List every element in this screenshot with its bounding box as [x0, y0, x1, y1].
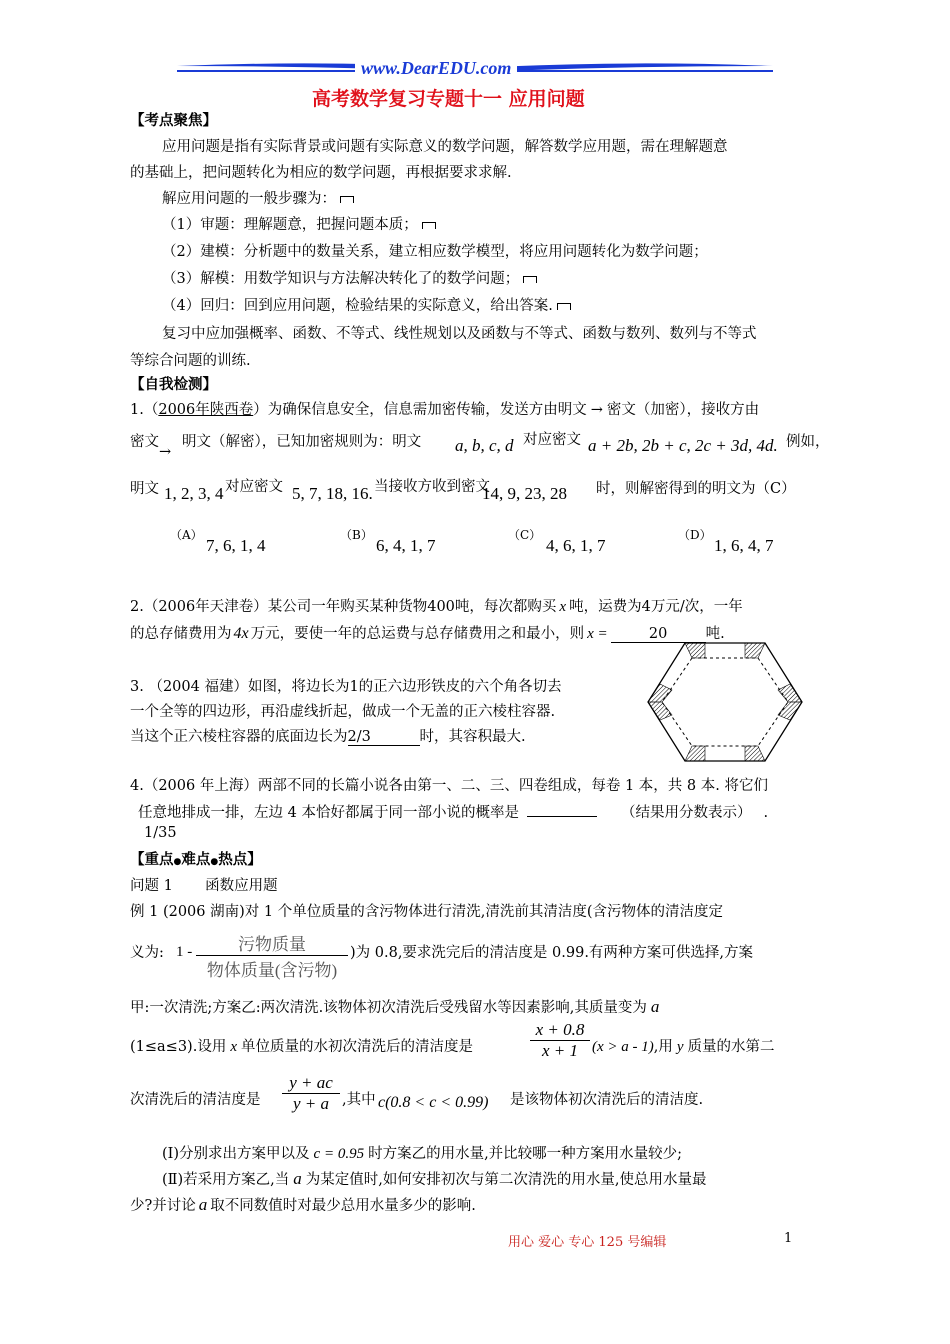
q1-line-2-b: 明文（解密），已知加密规则为：明文	[182, 434, 422, 450]
q1-line-2-d: 例如，	[786, 434, 830, 450]
q1-line-2-a: 密文→	[130, 434, 172, 460]
q1-cipher-expr: a + 2b, 2b + c, 2c + 3d, 4d.	[588, 436, 778, 455]
q1-option-a-value: 7, 6, 1, 4	[206, 536, 266, 555]
q1-line-3-b: 对应密文	[225, 479, 283, 495]
q1-line-1: 1.（2006年陕西卷）为确保信息安全，信息需加密传输，发送方由明文 → 密文（加密），接收方由	[130, 402, 760, 418]
arrow-icon: →	[590, 402, 603, 418]
part-1: (Ⅰ)分别求出方案甲以及 c = 0.95 时方案乙的用水量,并比较哪一种方案用水量较少;	[162, 1146, 683, 1162]
fraction-2	[530, 1020, 590, 1061]
q2-line-1: 2.（2006年天津卷）某公司一年购买某种货物400吨，每次都购买 x 吨，运费为4万元/次，一年	[130, 599, 743, 615]
q1-plain-vars: a, b, c, d	[455, 436, 514, 455]
focus-paragraph-3-line-1: 复习中应加强概率、函数、不等式、线性规划以及函数与不等式、函数与数列、数列与不等式	[162, 326, 757, 342]
section-heading-selftest: 【自我检测】	[130, 376, 217, 393]
q1-line-3-c: 当接收方收到密文	[374, 479, 490, 495]
example-1-line-5-a: 次清洗后的清洁度是	[130, 1092, 261, 1108]
fraction-3	[282, 1073, 340, 1114]
q1-option-c-label: （C）	[508, 528, 542, 542]
hexagon-figure	[645, 640, 805, 765]
q4-line-2: 任意地排成一排，左边 4 本恰好都属于同一部小说的概率是 （结果用分数表示） .	[138, 805, 769, 821]
q3-line-2: 一个全等的四边形，再沿虚线折起，做成一个无盖的正六棱柱容器.	[130, 704, 556, 720]
q1-option-c-value: 4, 6, 1, 7	[546, 536, 606, 555]
part-2-line-2: 少?并讨论 a 取不同数值时对最少总用水量多少的影响.	[130, 1195, 476, 1214]
section-heading-hotspots: 【重点●难点●热点】	[130, 851, 262, 868]
q3-line-1: 3. （2004 福建）如图，将边长为1的正六边形铁皮的六个角各切去	[130, 679, 562, 695]
example-1-line-4-b: (x > a - 1),用 y 质量的水第二	[592, 1039, 775, 1055]
fraction-1	[196, 930, 348, 981]
q1-source: 2006年陕西卷	[158, 402, 254, 418]
focus-paragraph-1-line-1: 应用问题是指有实际背景或问题有实际意义的数学问题，解答数学应用题，需在理解题意	[162, 139, 728, 155]
q1-line-2-c: 对应密文	[523, 432, 581, 448]
q1-option-b-value: 6, 4, 1, 7	[376, 536, 436, 555]
example-1-line-2-b: )为 0.8,要求洗完后的清洁度是 0.99.有两种方案可供选择,方案	[350, 945, 754, 961]
fraction-1-numerator: 污物质量	[196, 930, 348, 956]
fraction-1-prefix: 1 -	[176, 944, 193, 960]
fraction-2-denominator: x + 1	[541, 1041, 579, 1060]
fraction-2-numerator: x + 0.8	[530, 1020, 590, 1041]
fraction-3-numerator: y + ac	[282, 1073, 340, 1094]
page-title: 高考数学复习专题十一 应用问题	[312, 88, 585, 110]
focus-step-3: （3）解模：用数学知识与方法解决转化了的数学问题；	[162, 267, 537, 288]
part-2-line-1: (Ⅱ)若采用方案乙,当 a 为某定值时,如何安排初次与第二次清洗的用水量,使总用水量最	[162, 1169, 707, 1188]
q2-line-2: 的总存储费用为 4x 万元，要使一年的总运费与总存储费用之和最小，则 x = 20 吨.	[130, 625, 725, 642]
fraction-1-denominator: 物体质量(含污物)	[206, 961, 338, 980]
q1-received-cipher: 14, 9, 23, 28	[482, 484, 567, 503]
q1-option-d-label: （D）	[678, 528, 712, 542]
q3-line-3: 当这个正六棱柱容器的底面边长为2/3 时，其容积最大.	[130, 729, 526, 745]
example-1-line-5-b: ,其中	[342, 1092, 376, 1108]
q3-answer: 2/3	[348, 729, 420, 746]
example-1-line-2-a: 义为:	[130, 945, 164, 961]
page-number: 1	[784, 1231, 793, 1246]
example-1-line-4-a: (1≤a≤3).设用 x 单位质量的水初次清洗后的清洁度是	[130, 1039, 473, 1055]
focus-paragraph-3-line-2: 等综合问题的训练.	[130, 353, 251, 369]
problem-1-title: 问题 1 函数应用题	[130, 878, 278, 894]
section-heading-focus: 【考点聚焦】	[130, 112, 217, 129]
q1-line-3-a: 明文	[130, 481, 159, 497]
q1-option-d-value: 1, 6, 4, 7	[714, 536, 774, 555]
focus-step-4: （4）回归：回到应用问题，检验结果的实际意义，给出答案.	[162, 294, 571, 315]
focus-step-1: （1）审题：理解题意，把握问题本质；	[162, 213, 436, 234]
fraction-3-denominator: y + a	[292, 1094, 330, 1113]
q1-example-plain: 1, 2, 3, 4	[164, 484, 224, 503]
q1-line-3-d: 时，则解密得到的明文为（C）	[596, 481, 796, 497]
footer-text: 用心 爱心 专心 125 号编辑	[508, 1235, 667, 1250]
arrow-icon: →	[159, 444, 172, 460]
example-1-line-3: 甲:一次清洗;方案乙:两次清洗.该物体初次清洗后受残留水等因素影响,其质量变为 a	[130, 997, 660, 1016]
q1-option-b-label: （B）	[340, 528, 373, 542]
q1-option-a-label: （A）	[170, 528, 203, 542]
focus-step-2: （2）建模：分析题中的数量关系，建立相应数学模型，将应用问题转化为数学问题；	[162, 244, 708, 260]
q4-answer: 1/35	[144, 825, 177, 841]
site-logo-text: www.DearEDU.com	[355, 58, 517, 79]
focus-paragraph-1-line-2: 的基础上，把问题转化为相应的数学问题，再根据要求求解.	[130, 165, 512, 181]
c-range: c(0.8 < c < 0.99)	[378, 1094, 489, 1111]
q1-example-cipher: 5, 7, 18, 16.	[292, 484, 373, 503]
q2-answer: 20	[611, 626, 706, 643]
example-1-line-1: 例 1 (2006 湖南)对 1 个单位质量的含污物体进行清洗,清洗前其清洁度(含污物体的清洁度定	[130, 904, 723, 920]
focus-paragraph-2: 解应用问题的一般步骤为：	[162, 187, 354, 208]
q4-line-1: 4.（2006 年上海）两部不同的长篇小说各由第一、二、三、四卷组成，每卷 1 本，共 8 本. 将它们	[130, 778, 768, 794]
example-1-line-5-c: 是该物体初次清洗后的清洁度.	[510, 1092, 704, 1108]
